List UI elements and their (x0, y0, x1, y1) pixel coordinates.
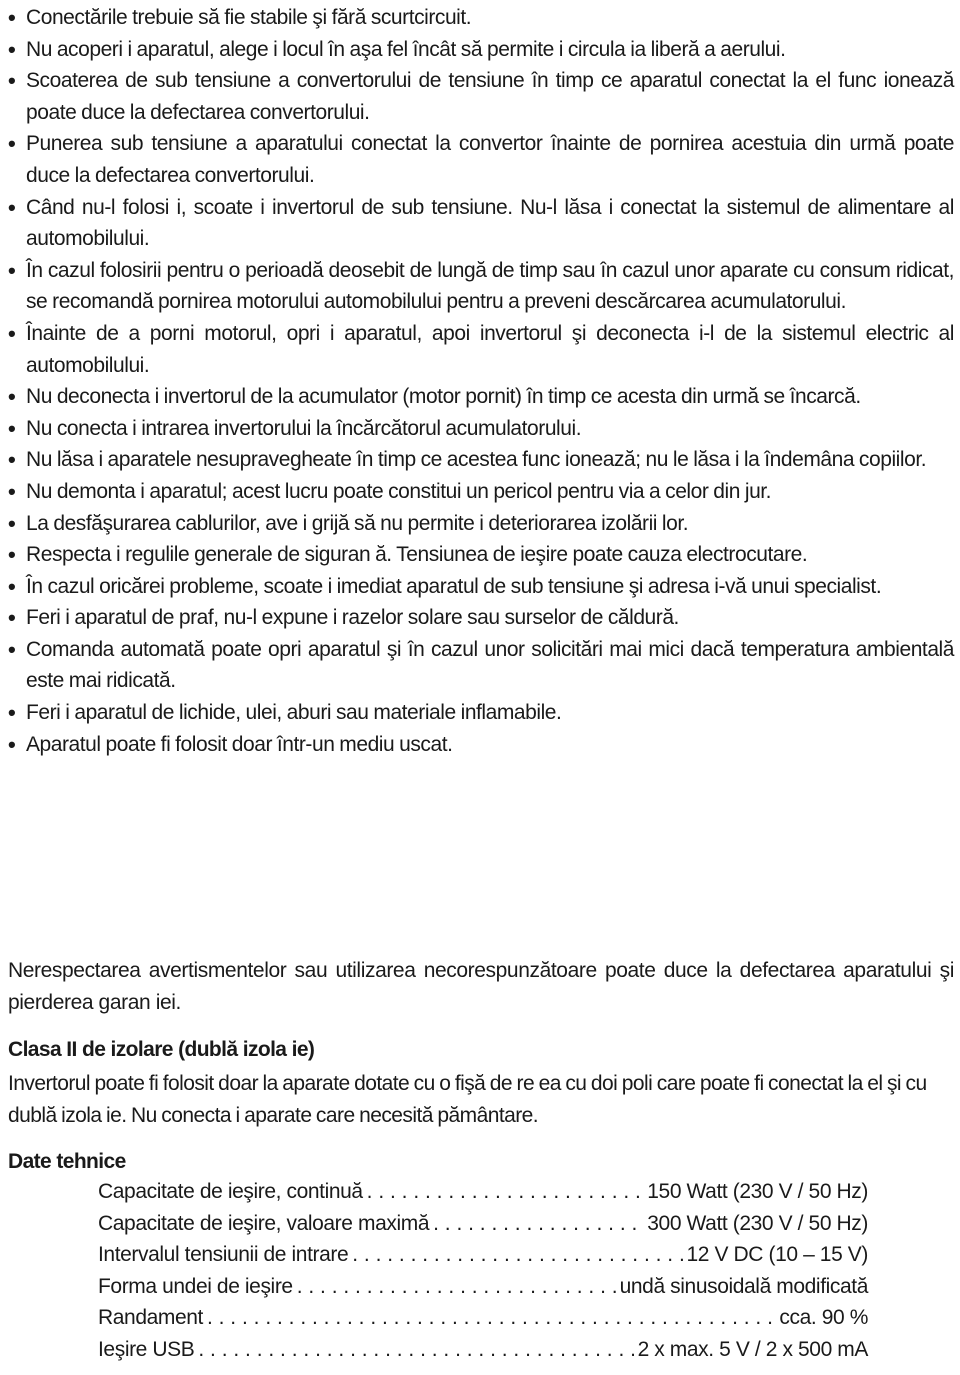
leader-dots (433, 1212, 643, 1236)
bullet-icon: • (8, 573, 16, 599)
spec-label: Ieşire USB (98, 1337, 195, 1361)
list-item (8, 192, 954, 255)
warning-paragraph: Nerespectarea avertismentelor sau utilizarea necorespunzătoare poate duce la defectarea aparatului şi pierderea garan iei. (8, 959, 954, 1014)
spec-row (98, 1338, 868, 1370)
list-item (8, 2, 954, 34)
bullet-icon: • (8, 700, 16, 726)
technical-data-heading: Date tehnice (8, 1150, 126, 1173)
bullet-icon: • (8, 636, 16, 662)
bullet-icon: • (8, 384, 16, 410)
list-item (8, 729, 954, 761)
spec-value: 150 Watt (230 V / 50 Hz) (647, 1180, 868, 1203)
list-item-text: În cazul oricărei probleme, scoate i imediat aparatul de sub tensiune şi adresa i-vă unui specialist. (26, 574, 882, 598)
list-item-text: Înainte de a porni motorul, opri i aparatul, apoi invertorul şi deconecta i-l de la sistemul electric al automobilului. (26, 321, 954, 377)
list-item-text: La desfăşurarea cablurilor, ave i grijă să nu permite i deteriorarea izolării lor. (26, 511, 689, 535)
list-item-text: Scoaterea de sub tensiune a convertorului de tensiune în timp ce aparatul conectat la el func ionează poate duce la defectarea convertorului. (26, 69, 954, 124)
list-item (8, 602, 954, 634)
bullet-icon: • (8, 5, 16, 30)
list-item (8, 381, 954, 413)
spec-label: Intervalul tensiunii de intrare (98, 1243, 349, 1266)
spec-value: 12 V DC (10 – 15 V) (686, 1243, 868, 1266)
bullet-icon: • (8, 447, 16, 473)
spec-row (98, 1306, 868, 1338)
list-item-text: Nu acoperi i aparatul, alege i locul în aşa fel încât să permite i circula ia liberă a aerului. (26, 37, 786, 61)
spec-value: 300 Watt (230 V / 50 Hz) (647, 1211, 868, 1235)
leader-dots (207, 1306, 775, 1330)
spec-row (98, 1243, 868, 1275)
spec-value: undă sinusoidală modificată (619, 1274, 868, 1298)
insulation-heading: Clasa II de izolare (dublă izola ie) (8, 1038, 315, 1061)
spec-value: 2 x max. 5 V / 2 x 500 mA (637, 1337, 868, 1361)
spec-row (98, 1275, 868, 1307)
bullet-icon: • (8, 68, 16, 94)
list-item-text: Comanda automată poate opri aparatul şi în cazul unor solicitări mai mici dacă temperatura ambientală este mai ridicată. (26, 637, 954, 693)
spec-label: Randament (98, 1306, 203, 1329)
list-item (8, 318, 954, 381)
list-item-text: Punerea sub tensiune a aparatului conectat la convertor înainte de pornirea acestuia din urmă poate duce la defectarea convertorului. (26, 132, 954, 187)
insulation-paragraph: Invertorul poate fi folosit doar la aparate dotate cu o fişă de re ea cu doi poli care poate fi conectat la el şi cu dublă izola ie. Nu conecta i aparate care necesită pământare. (8, 1072, 927, 1127)
list-item-text: Respecta i regulile generale de siguran ă. Tensiunea de ieşire poate cauza electrocutare. (26, 543, 808, 567)
list-item-text: Conectările trebuie să fie stabile şi fără scurtcircuit. (26, 6, 472, 29)
leader-dots (367, 1180, 644, 1204)
list-item (8, 508, 954, 540)
leader-dots (352, 1243, 682, 1267)
spec-value: cca. 90 % (779, 1306, 868, 1329)
list-item (8, 476, 954, 508)
bullet-icon: • (8, 36, 16, 62)
spec-label: Forma undei de ieşire (98, 1274, 293, 1298)
list-item (8, 255, 954, 318)
bullet-icon: • (8, 257, 16, 283)
list-item (8, 65, 954, 128)
spec-row (98, 1180, 868, 1212)
technical-specs-list (98, 1180, 868, 1369)
list-item (8, 634, 954, 697)
list-item (8, 539, 954, 571)
list-item-text: Când nu-l folosi i, scoate i invertorul de sub tensiune. Nu-l lăsa i conectat la sistemul de alimentare al automobilului. (26, 195, 954, 251)
list-item-text: Nu demonta i aparatul; acest lucru poate constitui un pericol pentru via a celor din jur. (26, 479, 772, 503)
bullet-icon: • (8, 194, 16, 220)
list-item (8, 34, 954, 66)
safety-instructions-list (8, 2, 954, 760)
list-item-text: Nu lăsa i aparatele nesupravegheate în timp ce acestea func ionează; nu le lăsa i la îndemâna copiilor. (26, 448, 927, 472)
bullet-icon: • (8, 478, 16, 504)
list-item (8, 571, 954, 603)
list-item-text: Feri i aparatul de praf, nu-l expune i razelor solare sau surselor de căldură. (26, 606, 679, 630)
list-item-text: Aparatul poate fi folosit doar într-un mediu uscat. (26, 732, 453, 756)
list-item (8, 697, 954, 729)
bullet-icon: • (8, 542, 16, 568)
list-item-text: Nu deconecta i invertorul de la acumulator (motor pornit) în timp ce acesta din urmă se încarcă. (26, 385, 861, 409)
bullet-icon: • (8, 415, 16, 441)
leader-dots (198, 1338, 633, 1362)
bullet-icon: • (8, 510, 16, 536)
spec-row (98, 1212, 868, 1244)
list-item (8, 128, 954, 191)
bullet-icon: • (8, 131, 16, 157)
spec-label: Capacitate de ieşire, valoare maximă (98, 1211, 430, 1235)
bullet-icon: • (8, 320, 16, 346)
spec-label: Capacitate de ieşire, continuă (98, 1180, 363, 1203)
bullet-icon: • (8, 731, 16, 757)
list-item (8, 444, 954, 476)
list-item (8, 413, 954, 445)
list-item-text: Feri i aparatul de lichide, ulei, aburi sau materiale inflamabile. (26, 701, 562, 725)
list-item-text: În cazul folosirii pentru o perioadă deosebit de lungă de timp sau în cazul unor aparate cu consum ridicat, se recomandă pornirea motorului automobilului pentru a preveni descărcarea acumulatorului. (26, 258, 954, 314)
bullet-icon: • (8, 605, 16, 631)
leader-dots (297, 1275, 616, 1299)
list-item-text: Nu conecta i intrarea invertorului la încărcătorul acumulatorului. (26, 416, 582, 440)
